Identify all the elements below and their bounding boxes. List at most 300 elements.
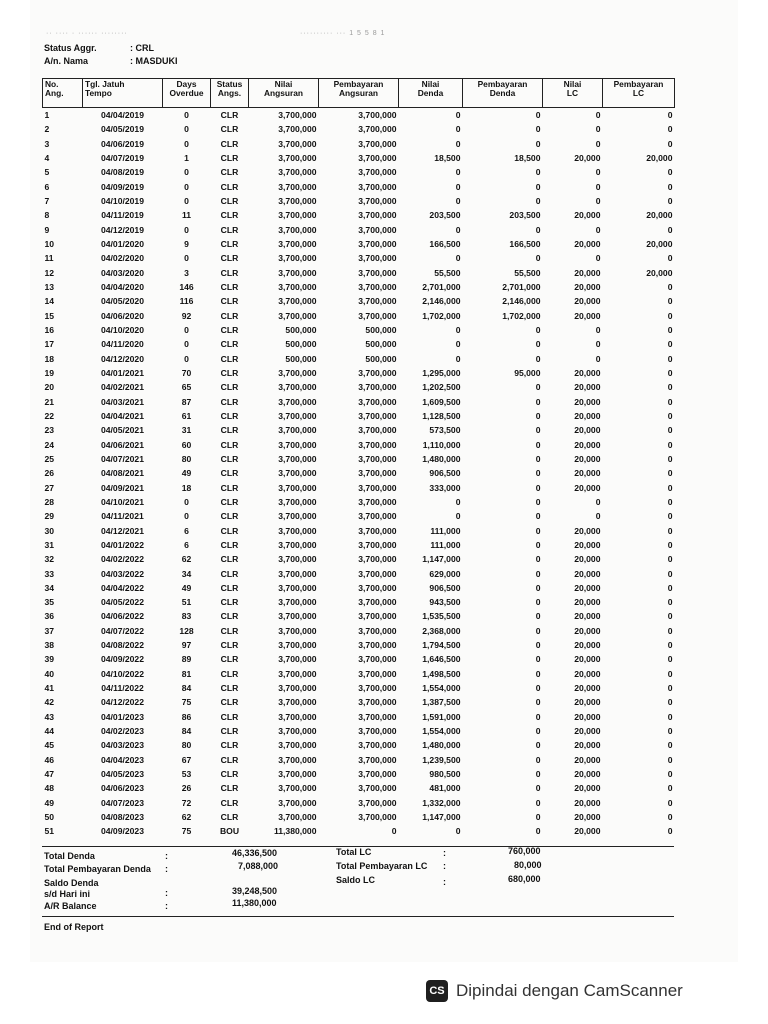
table-row	[43, 280, 675, 294]
col-header-installment-value: Nilai Angsuran	[249, 79, 319, 108]
cell-lc-value: 20,000	[574, 769, 601, 780]
cell-lc-value: 20,000	[574, 382, 601, 393]
cell-penalty-value: 1,202,500	[422, 382, 461, 393]
table-row	[43, 466, 675, 480]
account-name-value: : MASDUKI	[130, 56, 178, 66]
cell-no: 28	[44, 496, 55, 507]
cell-days-overdue: 0	[184, 124, 189, 135]
cell-lc-payment: 0	[667, 654, 673, 665]
cell-lc-payment: 20,000	[646, 152, 673, 163]
cell-days-overdue: 61	[181, 410, 192, 421]
cell-lc-payment: 0	[667, 582, 673, 593]
cell-no: 2	[44, 124, 50, 135]
cell-installment-value: 3,700,000	[278, 611, 317, 622]
cell-penalty-payment: 55,500	[514, 267, 541, 278]
cell-lc-payment: 0	[667, 797, 673, 808]
cell-lc-payment: 0	[667, 625, 673, 636]
cell-penalty-value: 111,000	[430, 539, 461, 550]
table-row	[43, 824, 675, 838]
cell-lc-payment: 0	[667, 410, 673, 421]
table-row	[43, 151, 675, 165]
cell-installment-payment: 3,700,000	[358, 754, 397, 765]
installment-ledger-table	[42, 78, 675, 839]
cell-no: 19	[44, 367, 55, 378]
cell-status: CLR	[220, 654, 239, 665]
totals-divider-bottom	[42, 916, 674, 917]
cell-status: CLR	[220, 138, 239, 149]
cell-penalty-value: 0	[455, 224, 461, 235]
cell-no: 17	[44, 339, 55, 350]
col-header-penalty-value: Nilai Denda	[399, 79, 463, 108]
cell-days-overdue: 62	[181, 554, 192, 565]
cell-lc-value: 0	[595, 496, 601, 507]
cell-penalty-payment: 0	[535, 439, 541, 450]
cell-installment-value: 3,700,000	[278, 238, 317, 249]
cell-penalty-value: 1,646,500	[422, 654, 461, 665]
cell-lc-value: 20,000	[574, 568, 601, 579]
cell-lc-value: 20,000	[574, 812, 601, 823]
cell-due-date: 04/08/2019	[100, 167, 144, 178]
cell-installment-payment: 3,700,000	[358, 138, 397, 149]
cell-status: CLR	[220, 511, 239, 522]
cell-days-overdue: 49	[181, 582, 192, 593]
table-row	[43, 567, 675, 581]
col-header-due-date: Tgl. Jatuh Tempo	[83, 79, 163, 108]
cell-days-overdue: 0	[184, 339, 189, 350]
table-row	[43, 208, 675, 222]
cell-due-date: 04/07/2023	[100, 797, 144, 808]
cell-lc-value: 0	[595, 511, 601, 522]
cell-penalty-payment: 0	[535, 453, 541, 464]
col-header-no: No. Ang.	[43, 79, 83, 108]
cell-lc-payment: 0	[667, 769, 673, 780]
total-payment-lc-colon: :	[443, 861, 446, 871]
cell-penalty-value: 629,000	[429, 568, 461, 579]
table-row	[43, 237, 675, 251]
cell-installment-payment: 3,700,000	[358, 625, 397, 636]
cell-lc-payment: 0	[667, 711, 673, 722]
cell-penalty-value: 1,480,000	[422, 453, 461, 464]
cell-no: 5	[44, 167, 50, 178]
cell-due-date: 04/12/2021	[100, 525, 144, 536]
cell-no: 48	[44, 783, 55, 794]
cell-penalty-value: 111,000	[430, 525, 461, 536]
cell-penalty-payment: 0	[535, 410, 541, 421]
cell-penalty-value: 980,500	[429, 769, 461, 780]
cell-no: 40	[44, 668, 55, 679]
table-row	[43, 624, 675, 638]
cell-lc-value: 20,000	[574, 238, 601, 249]
cell-no: 10	[44, 238, 55, 249]
cell-no: 13	[44, 281, 55, 292]
cell-installment-value: 3,700,000	[278, 668, 317, 679]
cell-installment-payment: 3,700,000	[358, 711, 397, 722]
col-header-status: Status Angs.	[211, 79, 249, 108]
cell-installment-payment: 3,700,000	[358, 224, 397, 235]
cell-days-overdue: 6	[184, 525, 189, 536]
cell-no: 45	[44, 740, 55, 751]
cell-lc-payment: 0	[667, 396, 673, 407]
cell-installment-value: 3,700,000	[278, 410, 317, 421]
cell-lc-value: 0	[595, 353, 601, 364]
cell-days-overdue: 0	[184, 224, 189, 235]
cell-penalty-payment: 0	[535, 124, 541, 135]
cell-lc-value: 20,000	[574, 367, 601, 378]
cell-status: CLR	[220, 797, 239, 808]
cell-lc-payment: 0	[667, 812, 673, 823]
cell-installment-payment: 3,700,000	[358, 611, 397, 622]
cell-installment-value: 3,700,000	[278, 568, 317, 579]
cell-days-overdue: 0	[184, 167, 189, 178]
col-header-lc-value: Nilai LC	[543, 79, 603, 108]
cell-installment-payment: 3,700,000	[358, 812, 397, 823]
cell-days-overdue: 9	[184, 238, 189, 249]
cell-installment-value: 3,700,000	[278, 224, 317, 235]
table-row	[43, 524, 675, 538]
cell-due-date: 04/01/2021	[100, 367, 144, 378]
cell-days-overdue: 31	[181, 425, 192, 436]
cell-installment-payment: 3,700,000	[358, 740, 397, 751]
cell-lc-value: 20,000	[574, 726, 601, 737]
cell-due-date: 04/02/2022	[100, 554, 144, 565]
cell-status: CLR	[220, 167, 239, 178]
cell-due-date: 04/08/2022	[100, 640, 144, 651]
table-row	[43, 409, 675, 423]
cell-lc-payment: 0	[667, 281, 673, 292]
cell-no: 22	[44, 410, 55, 421]
cell-penalty-value: 1,295,000	[422, 367, 461, 378]
cell-penalty-value: 1,332,000	[422, 797, 461, 808]
cell-days-overdue: 0	[184, 324, 189, 335]
cell-days-overdue: 0	[184, 511, 189, 522]
cell-installment-payment: 3,700,000	[358, 554, 397, 565]
cell-penalty-payment: 0	[535, 582, 541, 593]
cell-status: CLR	[220, 425, 239, 436]
cell-status: CLR	[220, 310, 239, 321]
cell-lc-value: 20,000	[574, 296, 601, 307]
cell-no: 8	[44, 210, 50, 221]
cell-days-overdue: 0	[184, 253, 189, 264]
cell-installment-value: 3,700,000	[278, 554, 317, 565]
cell-lc-payment: 0	[667, 124, 673, 135]
cell-penalty-payment: 0	[535, 324, 541, 335]
cell-days-overdue: 72	[181, 797, 192, 808]
cell-lc-value: 20,000	[574, 611, 601, 622]
cell-no: 16	[44, 324, 55, 335]
cell-penalty-value: 906,500	[429, 468, 461, 479]
cell-days-overdue: 92	[181, 310, 192, 321]
cell-installment-value: 3,700,000	[278, 367, 317, 378]
total-lc-label: Total LC	[336, 847, 372, 857]
cell-installment-value: 3,700,000	[278, 797, 317, 808]
cell-lc-payment: 0	[667, 597, 673, 608]
saldo-lc-value: 680,000	[508, 874, 541, 884]
cell-penalty-value: 0	[455, 511, 461, 522]
cell-installment-value: 3,700,000	[278, 267, 317, 278]
cell-due-date: 04/08/2023	[100, 812, 144, 823]
cell-installment-payment: 3,700,000	[358, 726, 397, 737]
cell-penalty-value: 166,500	[429, 238, 461, 249]
cell-due-date: 04/05/2022	[100, 597, 144, 608]
cell-due-date: 04/05/2020	[100, 296, 144, 307]
cell-status: CLR	[220, 812, 239, 823]
cell-no: 33	[44, 568, 55, 579]
cell-due-date: 04/07/2019	[100, 152, 144, 163]
table-row	[43, 395, 675, 409]
cell-installment-payment: 3,700,000	[358, 281, 397, 292]
cell-lc-value: 0	[595, 181, 601, 192]
cell-installment-value: 3,700,000	[278, 253, 317, 264]
cell-due-date: 04/07/2022	[100, 625, 144, 636]
cell-days-overdue: 116	[179, 296, 194, 307]
cell-installment-value: 3,700,000	[278, 468, 317, 479]
cell-lc-payment: 20,000	[646, 210, 673, 221]
cell-status: CLR	[220, 625, 239, 636]
cell-status: CLR	[220, 353, 239, 364]
cell-lc-value: 20,000	[574, 410, 601, 421]
cell-installment-value: 3,700,000	[278, 783, 317, 794]
total-payment-denda-value: 7,088,000	[238, 861, 279, 871]
total-lc-value: 760,000	[508, 846, 541, 856]
cell-installment-value: 3,700,000	[278, 769, 317, 780]
cell-lc-value: 0	[595, 324, 601, 335]
cell-status: CLR	[220, 382, 239, 393]
cell-due-date: 04/11/2022	[101, 683, 144, 694]
cell-no: 23	[44, 425, 55, 436]
cell-penalty-value: 2,146,000	[422, 296, 461, 307]
cell-penalty-payment: 0	[535, 797, 541, 808]
cell-penalty-value: 0	[455, 110, 461, 120]
table-row	[43, 309, 675, 323]
cell-penalty-payment: 0	[535, 539, 541, 550]
cell-lc-value: 20,000	[574, 453, 601, 464]
cell-lc-payment: 0	[667, 110, 673, 120]
cell-lc-payment: 0	[667, 224, 673, 235]
cell-installment-payment: 3,700,000	[358, 769, 397, 780]
table-row	[43, 710, 675, 724]
cell-lc-value: 20,000	[574, 425, 601, 436]
cell-status: CLR	[220, 668, 239, 679]
cell-due-date: 04/03/2020	[100, 267, 144, 278]
cell-status: CLR	[220, 597, 239, 608]
cell-penalty-value: 1,591,000	[422, 711, 461, 722]
cell-penalty-payment: 0	[535, 167, 541, 178]
cell-penalty-payment: 0	[535, 640, 541, 651]
cell-lc-payment: 0	[667, 683, 673, 694]
cell-days-overdue: 87	[181, 396, 192, 407]
cell-penalty-value: 1,110,000	[422, 439, 461, 450]
cell-installment-value: 3,700,000	[278, 382, 317, 393]
cell-lc-payment: 0	[667, 353, 673, 364]
cell-penalty-payment: 95,000	[514, 367, 541, 378]
cell-no: 36	[44, 611, 55, 622]
cell-status: CLR	[220, 726, 239, 737]
cell-status: CLR	[220, 439, 239, 450]
cell-no: 39	[44, 654, 55, 665]
table-row	[43, 810, 675, 824]
cell-penalty-value: 0	[455, 324, 461, 335]
cell-installment-payment: 500,000	[365, 339, 397, 350]
cell-days-overdue: 0	[184, 110, 189, 120]
table-row	[43, 481, 675, 495]
cell-installment-payment: 3,700,000	[358, 668, 397, 679]
cell-installment-payment: 3,700,000	[358, 683, 397, 694]
cell-due-date: 04/09/2022	[100, 654, 144, 665]
cell-days-overdue: 0	[184, 195, 189, 206]
table-row	[43, 609, 675, 623]
cell-days-overdue: 67	[181, 754, 192, 765]
cell-penalty-payment: 203,500	[509, 210, 541, 221]
cell-lc-payment: 0	[667, 253, 673, 264]
cell-no: 31	[44, 539, 55, 550]
cell-penalty-value: 2,701,000	[422, 281, 461, 292]
cell-due-date: 04/04/2020	[100, 281, 144, 292]
table-row	[43, 652, 675, 666]
cell-lc-value: 20,000	[574, 281, 601, 292]
cell-status: CLR	[220, 224, 239, 235]
cell-penalty-payment: 0	[535, 253, 541, 264]
cell-penalty-payment: 0	[535, 525, 541, 536]
cell-penalty-value: 1,554,000	[422, 683, 461, 694]
cell-lc-value: 20,000	[574, 597, 601, 608]
cell-installment-payment: 3,700,000	[358, 167, 397, 178]
cell-due-date: 04/10/2020	[100, 324, 144, 335]
cell-days-overdue: 18	[181, 482, 192, 493]
cell-status: CLR	[220, 482, 239, 493]
cell-installment-value: 3,700,000	[278, 539, 317, 550]
cell-status: CLR	[220, 195, 239, 206]
cell-due-date: 04/10/2022	[100, 668, 144, 679]
cell-days-overdue: 84	[181, 726, 192, 737]
table-row	[43, 452, 675, 466]
cell-lc-payment: 20,000	[646, 238, 673, 249]
cell-days-overdue: 60	[181, 439, 192, 450]
cell-due-date: 04/03/2021	[100, 396, 144, 407]
cell-lc-value: 20,000	[574, 711, 601, 722]
cell-installment-payment: 3,700,000	[358, 697, 397, 708]
cell-installment-value: 500,000	[285, 324, 317, 335]
cell-penalty-value: 481,000	[429, 783, 461, 794]
cell-lc-value: 0	[595, 110, 601, 120]
cell-lc-value: 20,000	[574, 697, 601, 708]
cell-status: CLR	[220, 754, 239, 765]
table-row	[43, 137, 675, 151]
cell-lc-payment: 0	[667, 181, 673, 192]
cell-installment-value: 3,700,000	[278, 152, 317, 163]
cell-installment-payment: 3,700,000	[358, 267, 397, 278]
cell-penalty-payment: 0	[535, 511, 541, 522]
cell-lc-value: 20,000	[574, 654, 601, 665]
cell-lc-payment: 0	[667, 554, 673, 565]
cell-no: 49	[44, 797, 55, 808]
table-row	[43, 294, 675, 308]
cell-status: CLR	[220, 611, 239, 622]
cell-installment-value: 3,700,000	[278, 281, 317, 292]
cell-penalty-payment: 2,701,000	[502, 281, 541, 292]
cell-days-overdue: 65	[181, 382, 192, 393]
cell-status: BOU	[219, 826, 240, 837]
table-row	[43, 724, 675, 738]
cell-no: 46	[44, 754, 55, 765]
cell-penalty-payment: 0	[535, 554, 541, 565]
cell-days-overdue: 0	[184, 496, 189, 507]
cell-status: CLR	[220, 152, 239, 163]
cell-due-date: 04/05/2019	[100, 124, 144, 135]
saldo-denda-colon: :	[165, 888, 168, 898]
cell-penalty-payment: 1,702,000	[502, 310, 541, 321]
table-row	[43, 595, 675, 609]
cell-installment-value: 3,700,000	[278, 726, 317, 737]
cell-due-date: 04/05/2023	[100, 769, 144, 780]
status-aggr-value: : CRL	[130, 43, 154, 53]
saldo-lc-label: Saldo LC	[336, 875, 376, 885]
cell-no: 18	[44, 353, 55, 364]
table-row	[43, 538, 675, 552]
camscanner-text: Dipindai dengan CamScanner	[456, 981, 683, 1000]
saldo-denda-label: Saldo Denda s/d Hari ini	[44, 878, 99, 899]
table-row	[43, 509, 675, 523]
cell-status: CLR	[220, 683, 239, 694]
table-row	[43, 223, 675, 237]
cell-status: CLR	[220, 396, 239, 407]
table-row	[43, 122, 675, 136]
cell-installment-value: 3,700,000	[278, 525, 317, 536]
cell-lc-value: 0	[595, 339, 601, 350]
cell-status: CLR	[220, 568, 239, 579]
cell-installment-payment: 3,700,000	[358, 496, 397, 507]
cell-installment-payment: 3,700,000	[358, 525, 397, 536]
cell-penalty-value: 0	[455, 124, 461, 135]
cell-lc-payment: 0	[667, 754, 673, 765]
cell-penalty-payment: 2,146,000	[502, 296, 541, 307]
cell-penalty-value: 0	[455, 167, 461, 178]
cell-installment-payment: 3,700,000	[358, 152, 397, 163]
cell-penalty-payment: 0	[535, 138, 541, 149]
cell-penalty-payment: 0	[535, 668, 541, 679]
col-header-days-overdue: Days Overdue	[163, 79, 211, 108]
cell-lc-value: 20,000	[574, 797, 601, 808]
table-row	[43, 165, 675, 179]
cell-installment-value: 3,700,000	[278, 439, 317, 450]
cell-penalty-value: 0	[455, 353, 461, 364]
cell-lc-payment: 0	[667, 167, 673, 178]
cell-due-date: 04/12/2020	[100, 353, 144, 364]
cell-penalty-payment: 0	[535, 783, 541, 794]
cell-no: 24	[44, 439, 55, 450]
cell-no: 29	[44, 511, 55, 522]
end-of-report: End of Report	[44, 922, 104, 932]
cell-lc-value: 20,000	[574, 826, 601, 837]
status-aggr-row	[44, 43, 154, 53]
table-row	[43, 753, 675, 767]
cell-status: CLR	[220, 468, 239, 479]
table-row	[43, 781, 675, 795]
col-header-penalty-payment: Pembayaran Denda	[463, 79, 543, 108]
cell-due-date: 04/10/2021	[100, 496, 144, 507]
cell-penalty-value: 943,500	[429, 597, 461, 608]
cell-status: CLR	[220, 525, 239, 536]
cell-status: CLR	[220, 281, 239, 292]
cell-penalty-payment: 0	[535, 568, 541, 579]
cell-due-date: 04/06/2021	[100, 439, 144, 450]
cell-days-overdue: 80	[181, 453, 192, 464]
cell-no: 41	[44, 683, 55, 694]
cell-installment-value: 3,700,000	[278, 167, 317, 178]
cell-status: CLR	[220, 296, 239, 307]
cell-penalty-payment: 166,500	[509, 238, 541, 249]
cell-lc-value: 0	[595, 253, 601, 264]
cell-penalty-payment: 0	[535, 683, 541, 694]
